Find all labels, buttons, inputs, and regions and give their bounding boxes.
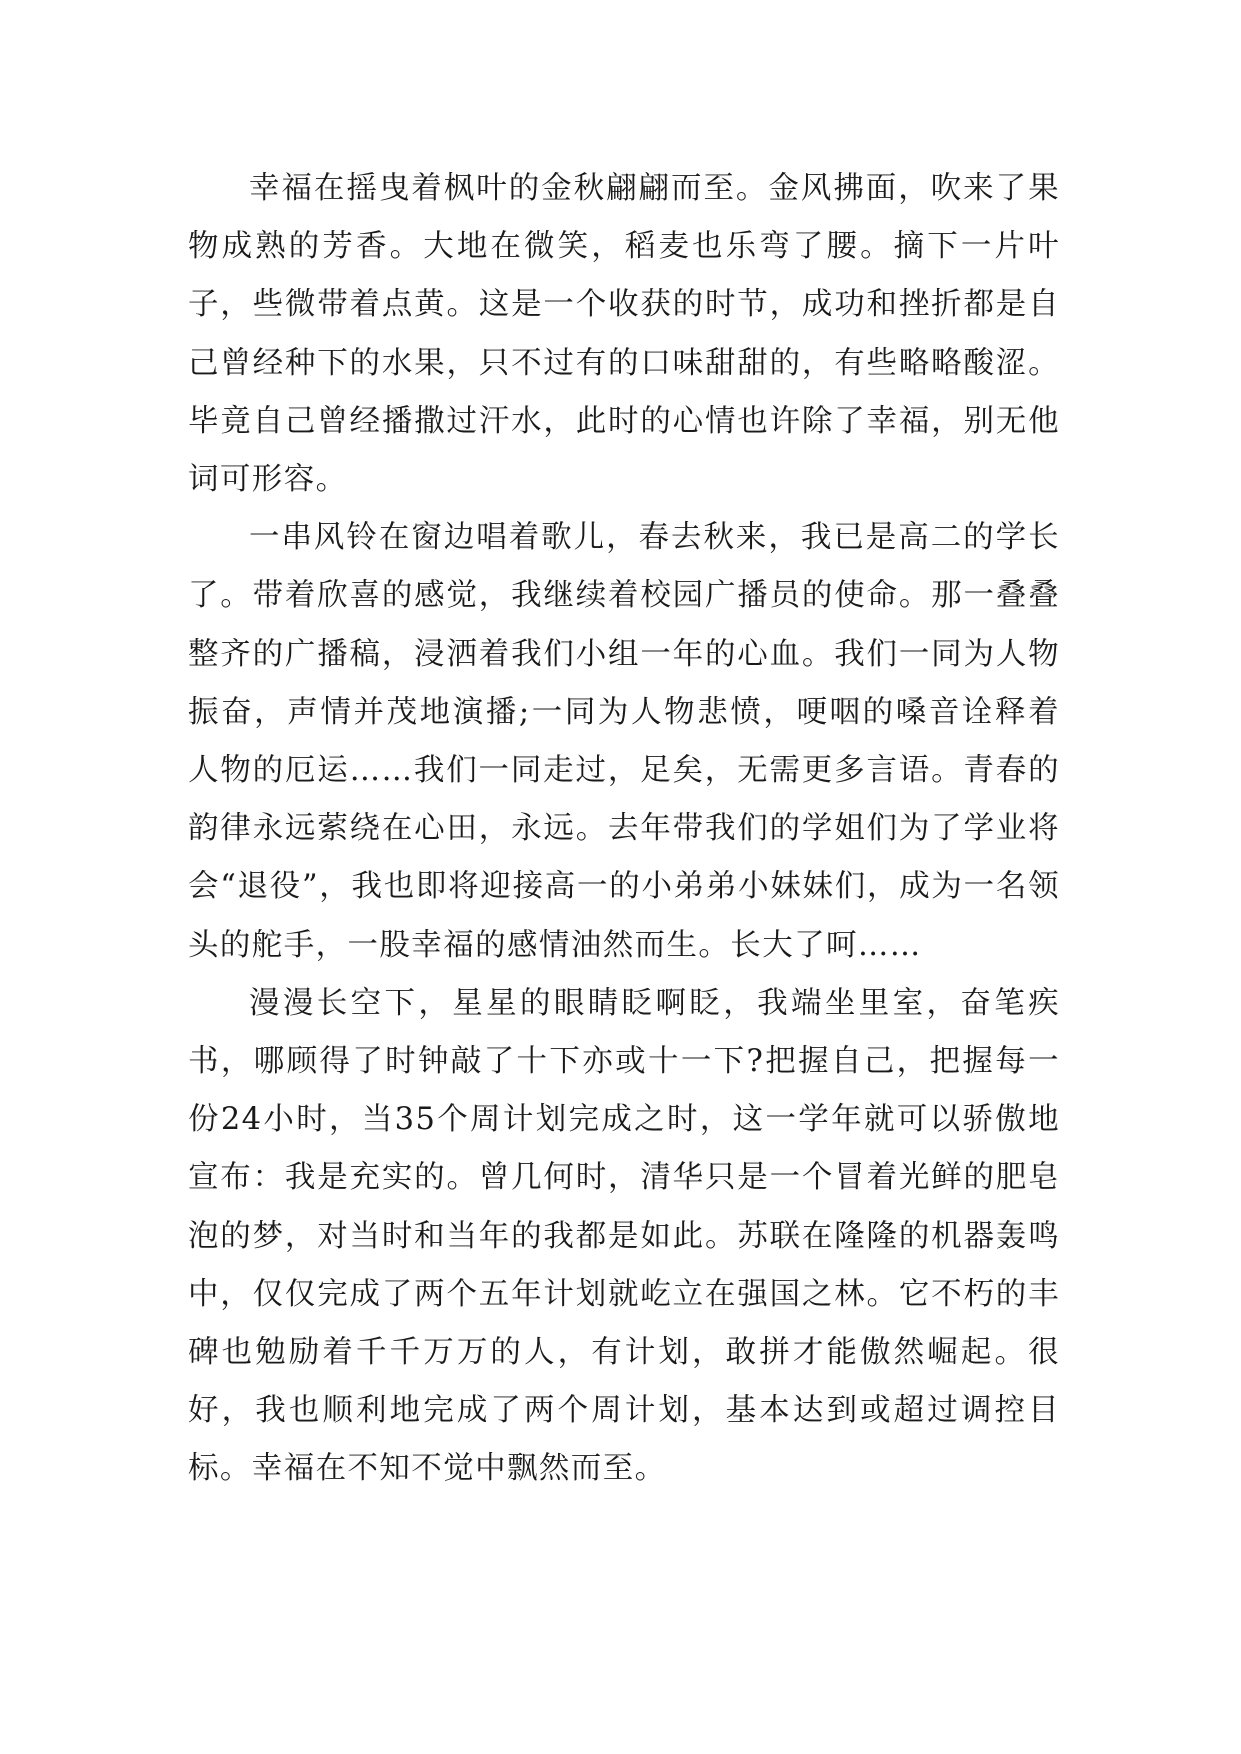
- paragraph-2: 一串风铃在窗边唱着歌儿，春去秋来，我已是高二的学长了。带着欣喜的感觉，我继续着校园广播员的使命。那一叠叠整齐的广播稿，浸洒着我们小组一年的心血。我们一同为人物振奋，声情并茂地演播;一同为人物悲愤，哽咽的嗓音诠释着人物的厄运……我们一同走过，足矣，无需更多言语。青春的韵律永远萦绕在心田，永远。去年带我们的学姐们为了学业将会“退役”，我也即将迎接高一的小弟弟小妹妹们，成为一名领头的舵手，一股幸福的感情油然而生。长大了呵……: [188, 520, 1060, 963]
- paragraph-1: 幸福在摇曳着枫叶的金秋翩翩而至。金风拂面，吹来了果物成熟的芳香。大地在微笑，稻麦也乐弯了腰。摘下一片叶子，些微带着点黄。这是一个收获的时节，成功和挫折都是自己曾经种下的水果，只不过有的口味甜甜的，有些略略酸涩。毕竟自己曾经播撒过汗水，此时的心情也许除了幸福，别无他词可形容。: [188, 171, 1060, 498]
- document-body: [188, 160, 1060, 1499]
- paragraph-3: 漫漫长空下，星星的眼睛眨啊眨，我端坐里室，奋笔疾书，哪顾得了时钟敲了十下亦或十一下?把握自己，把握每一份24小时，当35个周计划完成之时，这一学年就可以骄傲地宣布：我是充实的。曾几何时，清华只是一个冒着光鲜的肥皂泡的梦，对当时和当年的我都是如此。苏联在隆隆的机器轰鸣中，仅仅完成了两个五年计划就屹立在强国之林。它不朽的丰碑也勉励着千千万万的人，有计划，敢拼才能傲然崛起。很好，我也顺利地完成了两个周计划，基本达到或超过调控目标。幸福在不知不觉中飘然而至。: [188, 985, 1060, 1487]
